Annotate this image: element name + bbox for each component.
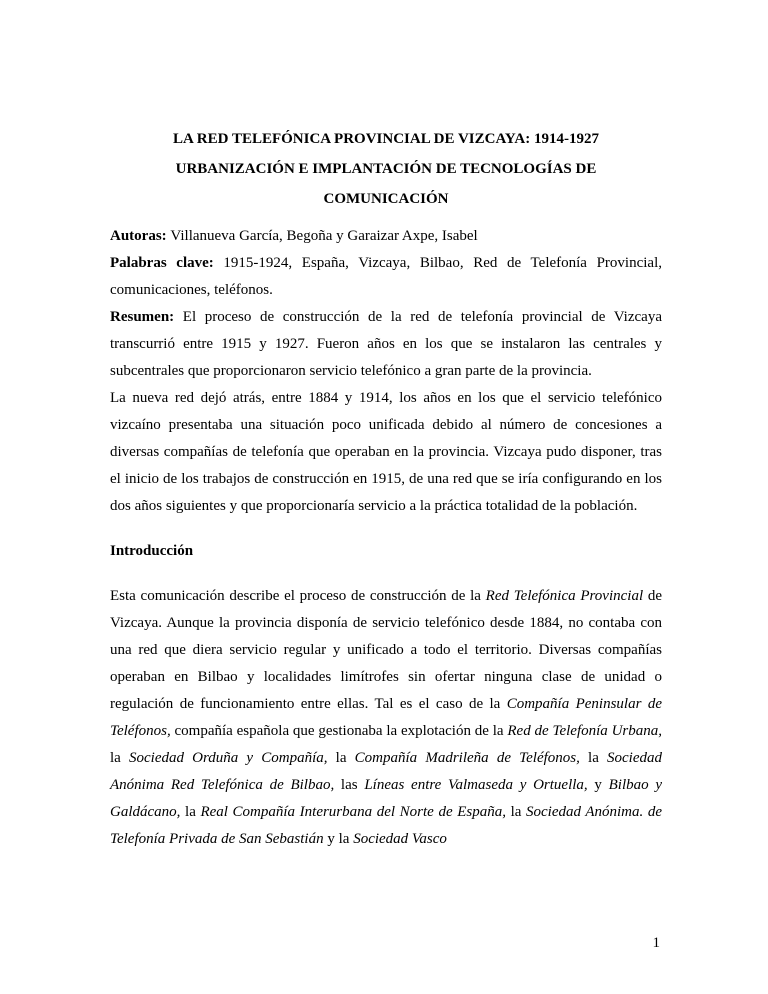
title-line-1: LA RED TELEFÓNICA PROVINCIAL DE VIZCAYA: 1914-1927 [173, 131, 599, 147]
title-line-2: URBANIZACIÓN E IMPLANTACIÓN DE TECNOLOGÍAS DE [175, 161, 597, 177]
paragraph-abstract-continued: La nueva red dejó atrás, entre 1884 y 1914, los años en los que el servicio telefónico vizcaíno presentaba una situación poco unificada debido al número de concesiones a diversas compañías de telefonía que operaban en la provincia. Vizcaya pudo disponer, tras el inicio de los trabajos de construcción en 1915, de una red que se iría configurando en los dos años siguientes y que proporcionaría servicio a la práctica totalidad de la población. [110, 390, 662, 514]
section-heading-introduction: Introducción [110, 543, 194, 559]
paragraph-keywords: Palabras clave: 1915-1924, España, Vizcaya, Bilbao, Red de Telefonía Provincial, comunicaciones, teléfonos. [110, 255, 662, 298]
paragraph-abstract: Resumen: El proceso de construcción de la red de telefonía provincial de Vizcaya transcurrió entre 1915 y 1927. Fueron años en los que se instalaron las centrales y subcentrales que proporcionaron servicio telefónico a gran parte de la provincia. [110, 309, 662, 379]
page-number: 1 [652, 935, 660, 951]
page-content [110, 124, 662, 853]
paragraph-introduction-body: Esta comunicación describe el proceso de construcción de la Red Telefónica Provincial de Vizcaya. Aunque la provincia disponía de servicio telefónico desde 1884, no contaba con una red que diera servicio regular y unificado a todo el territorio. Diversas compañías operaban en Bilbao y localidades limítrofes sin ofertar ninguna clase de unidad o regulación de funcionamiento entre ellas. Tal es el caso de la Compañía Peninsular de Teléfonos, compañía española que gestionaba la explotación de la Red de Telefonía Urbana, la Sociedad Orduña y Compañía, la Compañía Madrileña de Teléfonos, la Sociedad Anónima Red Telefónica de Bilbao, las Líneas entre Valmaseda y Ortuella, y Bilbao y Galdácano, la Real Compañía Interurbana del Norte de España, la Sociedad Anónima. de Telefonía Privada de San Sebastián y la Sociedad Vasco [110, 588, 663, 847]
document-title [110, 124, 662, 214]
title-line-3: COMUNICACIÓN [323, 191, 449, 207]
paragraph-authors: Autoras: Villanueva García, Begoña y Garaizar Axpe, Isabel [110, 228, 478, 244]
